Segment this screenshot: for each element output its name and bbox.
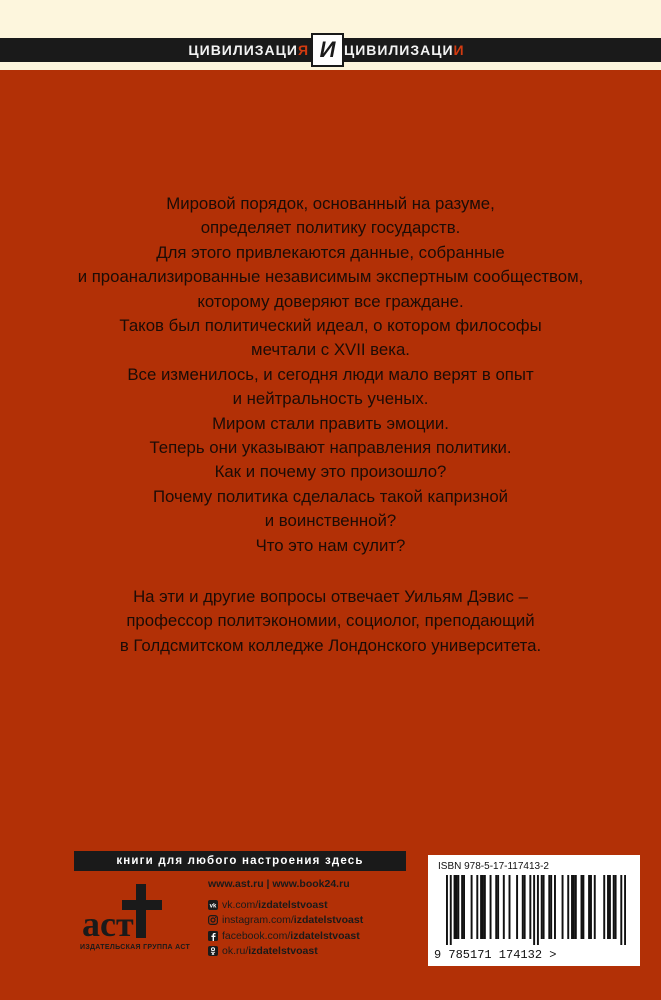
isbn-barcode-panel xyxy=(428,855,640,966)
barcode-bar xyxy=(446,875,448,945)
publisher-websites[interactable]: www.ast.ru | www.book24.ru xyxy=(208,878,350,890)
social-link-facebook[interactable]: facebook.com/ izdatelstvoast xyxy=(208,928,363,944)
blurb-line: и воинственной? xyxy=(264,511,397,531)
blurb-line: и проанализированные независимым экспертным сообществом, xyxy=(77,267,584,287)
barcode-bar xyxy=(455,875,457,939)
svg-text:vk: vk xyxy=(209,903,217,910)
barcode-bar xyxy=(588,875,590,939)
barcode-bar xyxy=(480,875,482,939)
barcode-bar xyxy=(581,875,583,939)
barcode-bar xyxy=(463,875,465,939)
social-link-vk[interactable]: vk vk.com/ izdatelstvoast xyxy=(209,898,328,911)
vk-icon xyxy=(208,900,218,910)
barcode-bar xyxy=(524,875,526,939)
blurb-line: которому доверяют все граждане. xyxy=(197,291,464,311)
barcode-bar xyxy=(522,875,524,939)
barcode-bar xyxy=(594,875,596,939)
series-emblem: И xyxy=(311,33,344,67)
author-line: в Голдсмитском колледже Лондонского университета. xyxy=(119,635,542,655)
odnoklassniki-icon xyxy=(208,946,218,956)
blurb-line: Теперь они указывают направления политики. xyxy=(149,438,512,458)
publisher-caption: ИЗДАТЕЛЬСКАЯ ГРУППА АСТ xyxy=(80,944,191,951)
barcode-bar xyxy=(497,875,499,939)
barcode-bar xyxy=(590,875,592,939)
social-link-instagram[interactable]: instagram.com/ izdatelstvoast xyxy=(208,913,363,929)
barcode-bar xyxy=(567,875,569,939)
barcode-bar xyxy=(509,875,511,939)
barcode-bar xyxy=(503,875,505,939)
barcode-bar xyxy=(550,875,552,939)
barcode-bar xyxy=(461,875,463,939)
barcode-bar xyxy=(529,875,531,939)
barcode-bar xyxy=(573,875,575,939)
tagline-banner: книги для любого настроения здесь xyxy=(74,851,406,871)
blurb-line: Все изменилось, и сегодня люди мало верят в опыт xyxy=(127,364,534,384)
barcode-bar xyxy=(495,875,497,939)
barcode-bar xyxy=(571,875,573,939)
social-links xyxy=(208,897,363,959)
blurb-line: Почему политика сделалась такой капризной xyxy=(152,486,509,506)
barcode-bar xyxy=(582,875,584,939)
barcode-bar xyxy=(541,875,543,939)
blurb-line: мечтали с XVII века. xyxy=(251,340,410,360)
barcode-digits: 9 785171 174132 > xyxy=(434,948,557,962)
ean13-barcode xyxy=(446,875,626,945)
barcode-bar xyxy=(620,875,622,945)
series-name-left: ЦИВИЛИЗАЦИЯ xyxy=(188,42,309,58)
logo-letters: аст xyxy=(82,904,134,944)
barcode-bar xyxy=(543,875,545,939)
barcode-bar xyxy=(607,875,609,939)
barcode-bar xyxy=(484,875,486,939)
blurb-line: Что это нам сулит? xyxy=(255,535,406,555)
barcode-bar xyxy=(476,875,478,939)
blurb-line: Таков был политический идеал, о котором философы xyxy=(119,316,542,336)
blurb-line: и нейтральность ученых. xyxy=(232,389,429,409)
barcode-bar xyxy=(450,875,452,945)
author-line: На эти и другие вопросы отвечает Уильям Дэвис – xyxy=(133,587,528,606)
barcode-bar xyxy=(482,875,484,939)
barcode-bar xyxy=(575,875,577,939)
facebook-icon xyxy=(208,931,218,941)
barcode-bar xyxy=(454,875,456,939)
instagram-icon xyxy=(208,915,218,925)
blurb-line: Как и почему это произошло? xyxy=(214,462,447,482)
barcode-bar xyxy=(562,875,564,939)
barcode-bar xyxy=(603,875,605,939)
barcode-bar xyxy=(609,875,611,939)
author-info-text xyxy=(40,585,621,658)
author-line: профессор политэкономии, социолог, преподающий xyxy=(126,611,535,631)
blurb-line: Для этого привлекаются данные, собранные xyxy=(156,242,505,262)
blurb-line: Мировой порядок, основанный на разуме, xyxy=(166,194,495,213)
barcode-bar xyxy=(533,875,535,945)
social-link-ok[interactable]: ok.ru/ izdatelstvoast xyxy=(208,944,363,960)
blurb-line: определяет политику государств. xyxy=(200,218,461,238)
barcode-bar xyxy=(615,875,617,939)
barcode-bar xyxy=(537,875,539,945)
barcode-bar xyxy=(457,875,459,939)
barcode-bar xyxy=(613,875,615,939)
barcode-bar xyxy=(516,875,518,939)
annotation-text xyxy=(40,192,621,558)
ast-logo xyxy=(74,878,184,978)
barcode-bar xyxy=(471,875,473,939)
barcode-bar xyxy=(490,875,492,939)
series-name-right: ЦИВИЛИЗАЦИИ xyxy=(344,42,465,58)
isbn-label: ISBN 978-5-17-117413-2 xyxy=(438,861,549,872)
blurb-line: Миром стали править эмоции. xyxy=(212,413,449,433)
barcode-bar xyxy=(624,875,626,945)
barcode-bar xyxy=(548,875,550,939)
barcode-bar xyxy=(554,875,556,939)
